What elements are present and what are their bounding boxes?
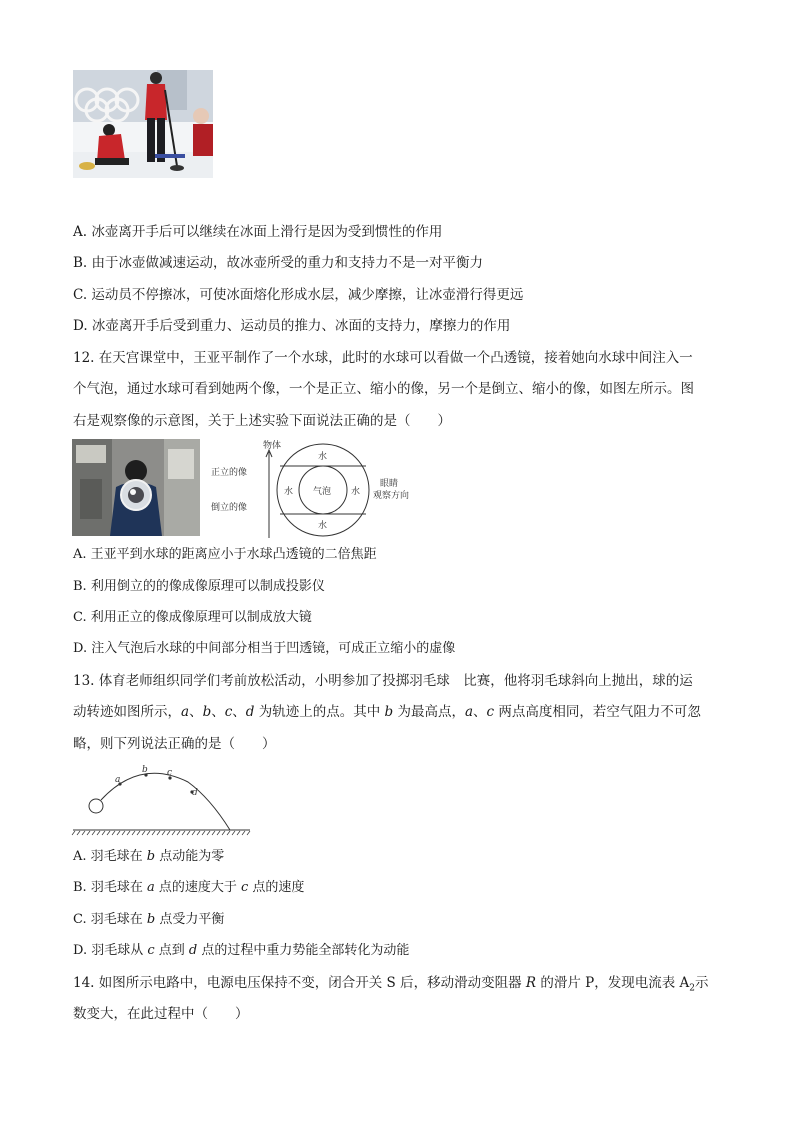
bubble-label: 气泡 — [313, 487, 332, 497]
curling-photo — [73, 70, 213, 178]
water-label-bottom: 水 — [318, 521, 328, 531]
point-c-label: c — [167, 768, 173, 778]
q11-option-b: B. 由于冰壶做减速运动，故冰壶所受的重力和支持力不是一对平衡力 — [73, 255, 484, 271]
point-b-label: b — [142, 765, 148, 775]
q13-stem-line-1: 13. 体育老师组织同学们考前放松活动，小明参加了投掷羽毛球 比赛，他将羽毛球斜向上抛出，球的运 — [73, 673, 693, 689]
q13-option-d: D. 羽毛球从 c 点到 d 点的过程中重力势能全部转化为动能 — [73, 943, 410, 958]
q13-option-c: C. 羽毛球在 b 点受力平衡 — [73, 912, 225, 927]
q11-option-a: A. 冰壶离开手后可以继续在冰面上滑行是因为受到惯性的作用 — [73, 224, 443, 240]
shuttlecock-trajectory-diagram — [70, 760, 255, 840]
q13-stem-line-3: 略，则下列说法正确的是（ ） — [73, 736, 276, 752]
q12-stem-line-3: 右是观察像的示意图，关于上述实验下面说法正确的是（ ） — [73, 413, 451, 429]
eye-label: 眼睛 — [380, 479, 399, 489]
q12-option-a: A. 王亚平到水球的距离应小于水球凸透镜的二倍焦距 — [73, 547, 377, 562]
point-a-label: a — [115, 775, 121, 785]
q13-option-b: B. 羽毛球在 a 点的速度大于 c 点的速度 — [73, 880, 305, 895]
q12-stem-line-1: 12. 在天宫课堂中，王亚平制作了一个水球，此时的水球可以看做一个凸透镜，接着她向水球中间注入一 — [73, 350, 693, 366]
object-axis-label: 物体 — [263, 441, 282, 451]
q12-option-d: D. 注入气泡后水球的中间部分相当于凹透镜，可成正立缩小的虚像 — [73, 641, 456, 656]
viewing-direction-label: 观察方向 — [373, 491, 410, 501]
q13-stem-line-2: 动转迹如图所示，a、b、c、d 为轨迹上的点。其中 b 为最高点，a、c 两点高度相同，若空气阻力不可忽 — [73, 704, 701, 720]
shuttlecock-start-circle — [89, 799, 103, 813]
point-d-label: d — [192, 788, 198, 798]
lens-schematic-diagram — [205, 438, 420, 540]
q12-stem-line-2: 个气泡，通过水球可看到她两个像，一个是正立、缩小的像，另一个是倒立、缩小的像，如图左所示。图 — [73, 381, 694, 397]
q13-option-a: A. 羽毛球在 b 点动能为零 — [73, 849, 225, 864]
water-label-top: 水 — [318, 452, 328, 462]
q14-stem-line-2: 数变大，在此过程中（ ） — [73, 1006, 249, 1022]
inverted-image-label: 倒立的像 — [211, 503, 248, 513]
q11-option-d: D. 冰壶离开手后受到重力、运动员的推力、冰面的支持力，摩擦力的作用 — [73, 318, 511, 334]
upright-image-label: 正立的像 — [211, 468, 248, 478]
water-label-right: 水 — [351, 487, 361, 497]
q11-option-c: C. 运动员不停擦冰，可使冰面熔化形成水层，减少摩擦，让冰壶滑行得更远 — [73, 287, 524, 303]
ground-hatching — [72, 831, 250, 835]
water-ball-photo — [72, 439, 200, 536]
q12-option-c: C. 利用正立的像成像原理可以制成放大镜 — [73, 610, 312, 625]
water-label-left: 水 — [284, 487, 294, 497]
q14-stem-line-1: 14. 如图所示电路中，电源电压保持不变，闭合开关 S 后，移动滑动变阻器 R 的滑片 P，发现电流表 $A_2$示 — [73, 975, 709, 994]
q12-option-b: B. 利用倒立的的像成像原理可以制成投影仪 — [73, 579, 325, 594]
